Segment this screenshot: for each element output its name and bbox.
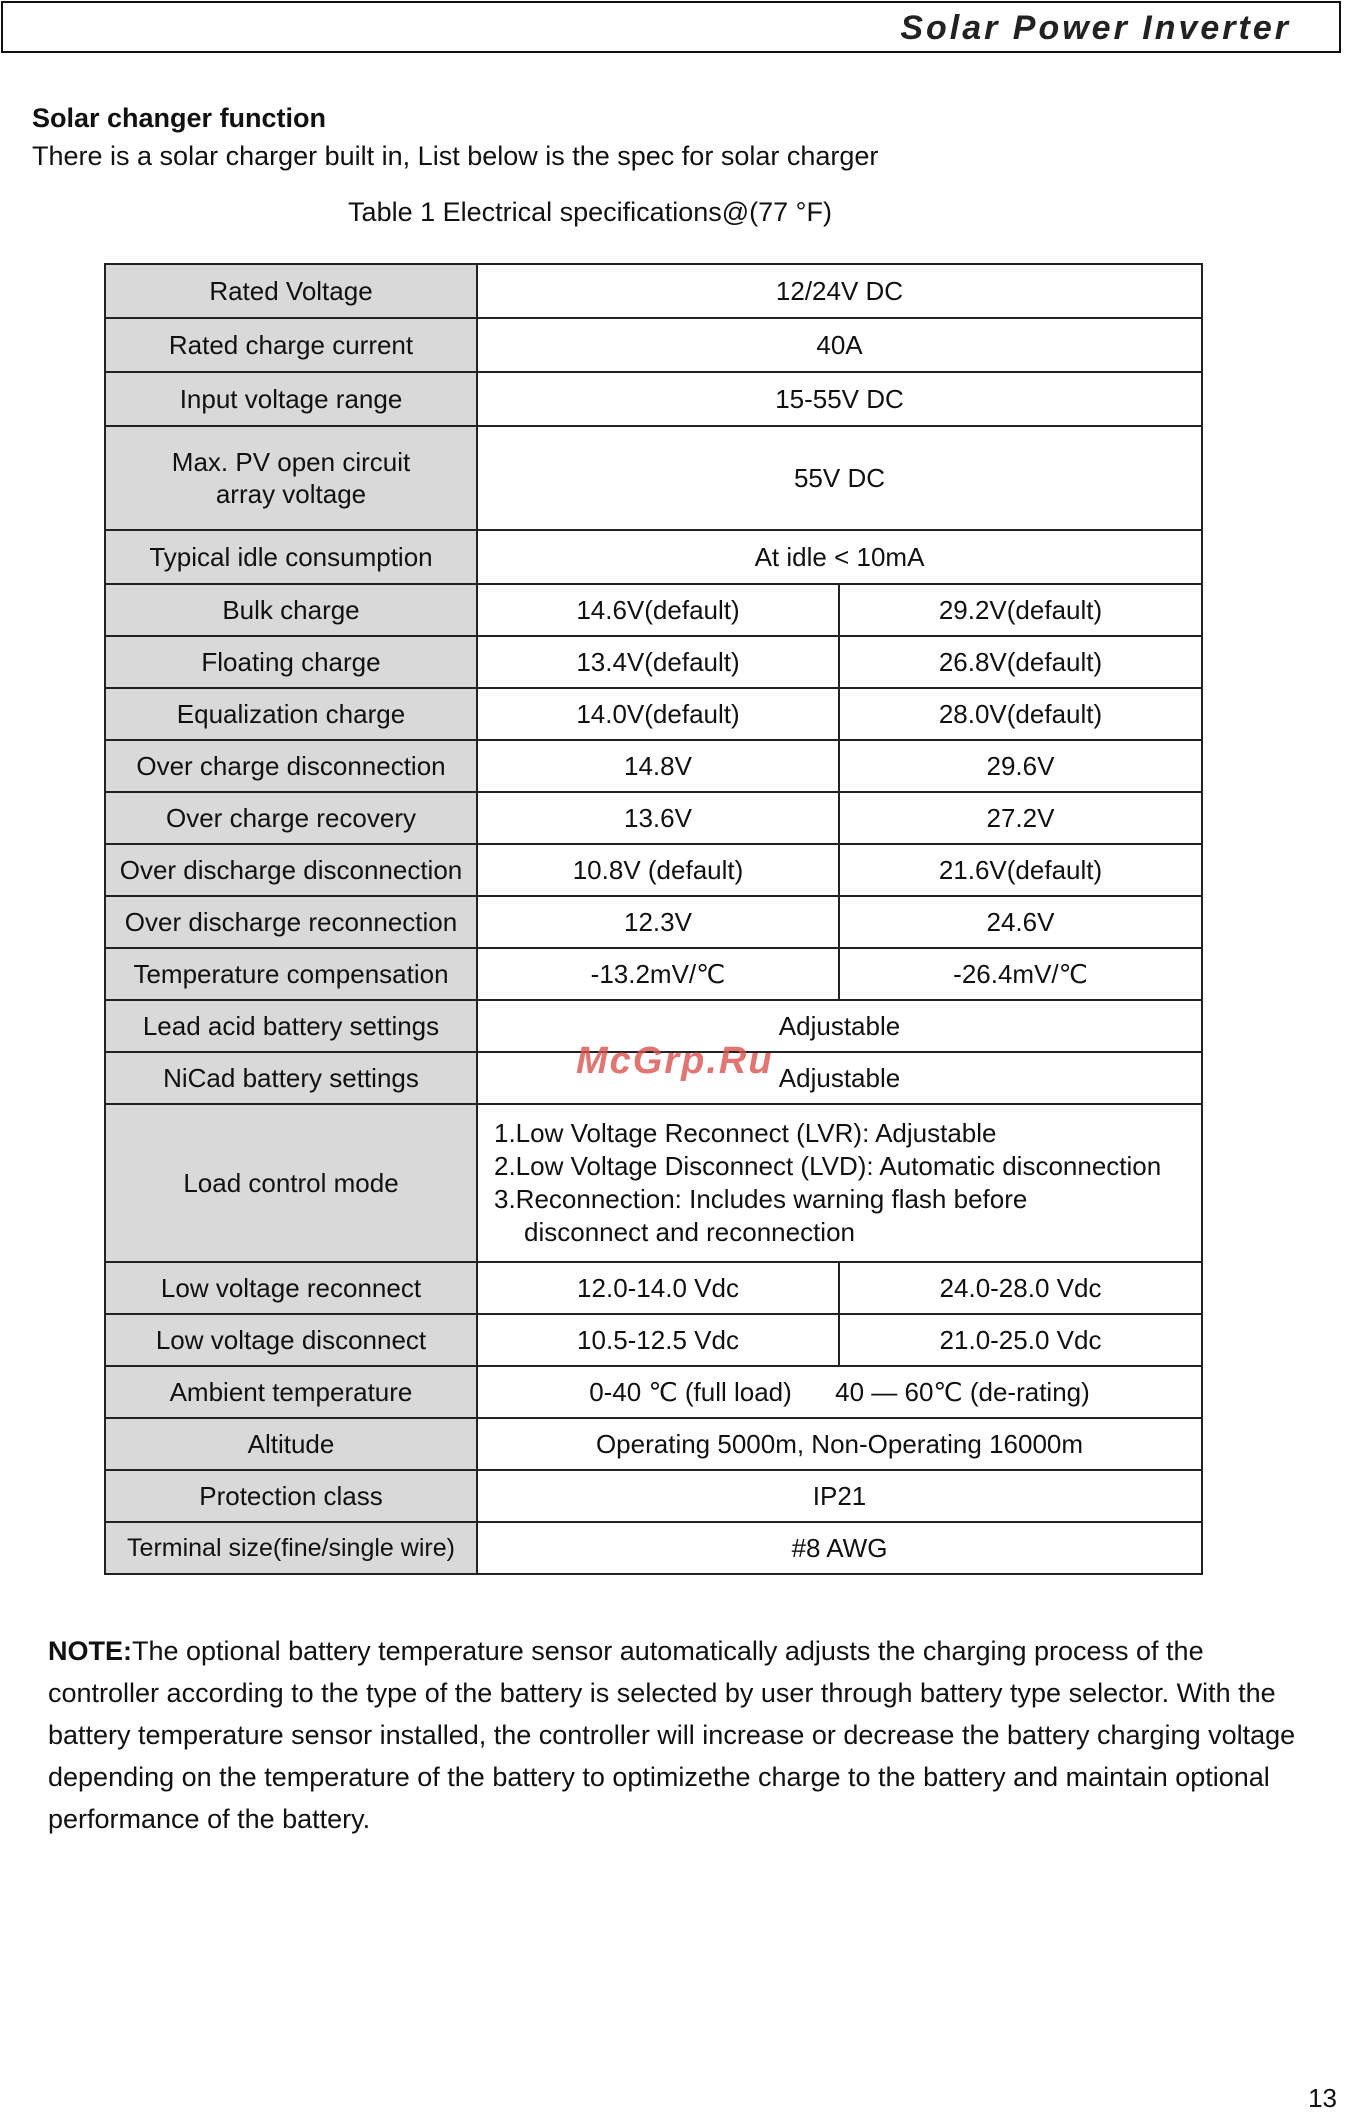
load-control-line: 2.Low Voltage Disconnect (LVD): Automatic disconnection — [494, 1151, 1162, 1181]
row-value: Adjustable — [477, 1000, 1202, 1052]
table-row — [105, 948, 1202, 1000]
row-label: Max. PV open circuit array voltage — [105, 426, 477, 530]
value-12v: 14.6V(default) — [477, 584, 839, 636]
intro-text: There is a solar charger built in, List below is the spec for solar charger — [32, 141, 879, 171]
row-label: Rated Voltage — [105, 264, 477, 318]
row-label: Terminal size(fine/single wire) — [105, 1522, 477, 1574]
note-lead: NOTE: — [48, 1636, 132, 1666]
row-label: Typical idle consumption — [105, 530, 477, 584]
value-24v: 24.6V — [839, 896, 1202, 948]
table-row — [105, 688, 1202, 740]
row-label: Low voltage disconnect — [105, 1314, 477, 1366]
page-number: 13 — [1308, 2083, 1337, 2113]
value-12v: 14.0V(default) — [477, 688, 839, 740]
value-12v: 12.0-14.0 Vdc — [477, 1262, 839, 1314]
table-row — [105, 1522, 1202, 1574]
row-label: Rated charge current — [105, 318, 477, 372]
row-label: Over discharge reconnection — [105, 896, 477, 948]
row-label: Protection class — [105, 1470, 477, 1522]
row-label: Over discharge disconnection — [105, 844, 477, 896]
value-24v: 27.2V — [839, 792, 1202, 844]
row-label: Temperature compensation — [105, 948, 477, 1000]
row-value: 15-55V DC — [477, 372, 1202, 426]
row-label: Low voltage reconnect — [105, 1262, 477, 1314]
value-12v: 12.3V — [477, 896, 839, 948]
row-label: Altitude — [105, 1418, 477, 1470]
row-value: At idle < 10mA — [477, 530, 1202, 584]
table-row — [105, 792, 1202, 844]
value-12v: 14.8V — [477, 740, 839, 792]
value-24v: 21.0-25.0 Vdc — [839, 1314, 1202, 1366]
table-row — [105, 1418, 1202, 1470]
row-label: Bulk charge — [105, 584, 477, 636]
value-24v: 21.6V(default) — [839, 844, 1202, 896]
spec-table — [104, 263, 1203, 1575]
row-label: Over charge disconnection — [105, 740, 477, 792]
row-value: 55V DC — [477, 426, 1202, 530]
table-row — [105, 1104, 1202, 1262]
row-value: Operating 5000m, Non-Operating 16000m — [477, 1418, 1202, 1470]
row-label: Floating charge — [105, 636, 477, 688]
note-text: The optional battery temperature sensor automatically adjusts the charging process of the controller according to the type of the battery is selected by user through battery type selector. With the battery temperature sensor installed, the controller will increase or decrease the battery charging voltage depending on the temperature of the battery to optimizethe charge to the battery and maintain optional performance of the battery. — [48, 1636, 1296, 1834]
load-control-line: disconnect and reconnection — [524, 1217, 856, 1247]
row-label: Lead acid battery settings — [105, 1000, 477, 1052]
header-bar — [1, 1, 1341, 53]
row-label: Over charge recovery — [105, 792, 477, 844]
row-value: #8 AWG — [477, 1522, 1202, 1574]
table-row — [105, 584, 1202, 636]
row-value: 40A — [477, 318, 1202, 372]
row-value: 0-40 ℃ (full load) 40 — 60℃ (de-rating) — [477, 1366, 1202, 1418]
value-24v: 24.0-28.0 Vdc — [839, 1262, 1202, 1314]
value-24v: 29.6V — [839, 740, 1202, 792]
table-row — [105, 1314, 1202, 1366]
load-control-line: 1.Low Voltage Reconnect (LVR): Adjustable — [494, 1118, 997, 1148]
row-value: IP21 — [477, 1470, 1202, 1522]
load-control-description — [477, 1104, 1202, 1262]
value-24v: 26.8V(default) — [839, 636, 1202, 688]
note-paragraph — [48, 1630, 1298, 1840]
value-12v: 13.4V(default) — [477, 636, 839, 688]
table-row — [105, 372, 1202, 426]
row-value: Adjustable — [477, 1052, 1202, 1104]
row-label: Equalization charge — [105, 688, 477, 740]
value-12v: 10.5-12.5 Vdc — [477, 1314, 839, 1366]
row-value: 12/24V DC — [477, 264, 1202, 318]
value-12v: 13.6V — [477, 792, 839, 844]
table-row — [105, 530, 1202, 584]
table-row — [105, 318, 1202, 372]
section-title: Solar changer function — [32, 103, 327, 133]
row-label: Load control mode — [105, 1104, 477, 1262]
value-24v: 29.2V(default) — [839, 584, 1202, 636]
value-24v: 28.0V(default) — [839, 688, 1202, 740]
table-row — [105, 636, 1202, 688]
table-caption: Table 1 Electrical specifications@(77 °F) — [348, 197, 832, 227]
table-row — [105, 896, 1202, 948]
row-label: Ambient temperature — [105, 1366, 477, 1418]
table-row — [105, 264, 1202, 318]
watermark-text: McGrp.Ru — [576, 1040, 774, 1082]
table-row — [105, 844, 1202, 896]
load-control-line: 3.Reconnection: Includes warning flash before — [494, 1184, 1028, 1214]
value-12v: -13.2mV/℃ — [477, 948, 839, 1000]
table-row — [105, 740, 1202, 792]
table-row — [105, 426, 1202, 530]
header-title: Solar Power Inverter — [900, 9, 1291, 47]
table-row — [105, 1366, 1202, 1418]
value-24v: -26.4mV/℃ — [839, 948, 1202, 1000]
row-label: Input voltage range — [105, 372, 477, 426]
table-row — [105, 1470, 1202, 1522]
table-row — [105, 1262, 1202, 1314]
row-label: NiCad battery settings — [105, 1052, 477, 1104]
value-12v: 10.8V (default) — [477, 844, 839, 896]
